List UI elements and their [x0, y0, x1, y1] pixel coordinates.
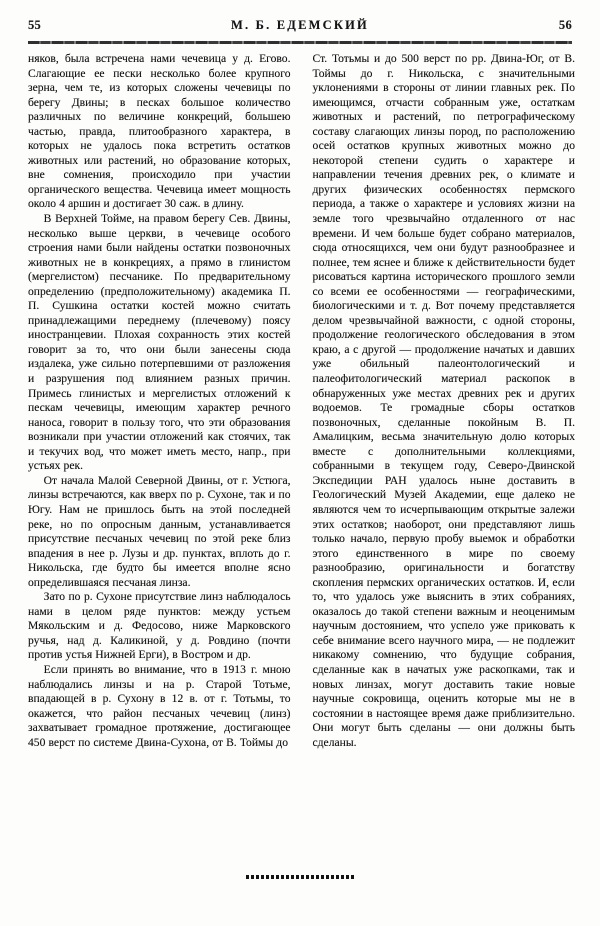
left-column: [28, 52, 291, 831]
paragraph: От начала Малой Северной Двины, от г. Устюга, линзы встречаются, как вверх по р. Сухоне, так и по Югу. Нам не пришлось быть на этой последней реке, но по опросным данным, устанавливается присутствие песчаных чечевиц по этой реке близ впадения в нее р. Лузы и др. пунктах, вплоть до г. Никольска, где будто бы имеется вполне ясно определившаяся песчаная линза.: [28, 473, 291, 589]
paragraph: няков, была встречена нами чечевица у д. Егово. Слагающие ее пески несколько более крупного зерна, чем те, из которых сложены чечевицы по берегу Двины; в песках большое количество различных по величине конкреций, большею частью, правда, плитообразного характера, в которых не удалось пока встретить остатков животных или растений, но образование которых, вне сомнения, происходило при участии органического вещества. Чечевица имеет мощность около 4 аршин и достигает 30 саж. в длину.: [28, 52, 291, 211]
dotted-rule-ornament: [246, 875, 354, 879]
right-column: [313, 52, 576, 831]
folio-left: 55: [28, 18, 42, 32]
folio-right: 56: [558, 18, 572, 32]
body-columns: [28, 52, 575, 831]
paragraph: Ст. Тотьмы и до 500 верст по рр. Двина-Юг, от В. Тоймы до г. Никольска, с значительными уклонениями в стороны от линии главных рек. По имеющимся, отчасти собранным уже, остаткам животных и растений, по петрографическому составу слагающих линзы пород, по расположению осей остатков крупных животных можно до некоторой степени судить о характере и направлении течения древних рек, о климате и других физических особенностях пермского периода, а также о характере и условиях жизни на земле того чрезвычайно отдаленного от нас времени. И чем больше будет собрано материалов, сюда относящихся, чем они будут разнообразнее и полнее, тем яснее и ближе к действительности будет рисоваться картина исторического прошлого земли со всеми ее особенностями — географическими, биологическими и т. д. Вот почему представляется делом чрезвычайной важности, с одной стороны, продолжение геологического обследования в этом краю, а с другой — продолжение начатых и давших уже обильный палеонтологический и палеофитологический материал раскопок в обнаруженных уже местах древних рек и других водоемов. Те громадные сборы остатков позвоночных, сделанные покойным В. П. Амалицким, весьма значительную долю которых вместе с дополнительными коллекциями, собранными в текущем году, Северо-Двинской Экспедиции РАН удалось ныне доставить в Геологический Музей Академии, еще далеко не являются чем то исчерпывающим открытые залежи этих остатков; наоборот, они представляют лишь только начало, первую пробу выемок и обработки этого единственного в мире по своему разнообразию, оригинальности и богатству скопления пермских органических остатков. И, если то, что удалось уже выяснить в этих собраниях, оказалось до такой степени важным и неоценимым научным достоянием, что успело уже приковать к себе внимание всего научного мира, — не подлежит никакому сомнению, что будущие собрания, сделанные как в начатых уже раскопками, так и новых линзах, могут доставить такие новые научные сокровища, оценить которые мы не в состоянии в настоящее время даже приблизительно. Они могут быть сделаны — они должны быть сделаны.: [312, 52, 575, 749]
tail-ornament: [0, 875, 600, 879]
paragraph: Если принять во внимание, что в 1913 г. мною наблюдались линзы и на р. Старой Тотьме, впадающей в р. Сухону в 12 в. от г. Тотьмы, то окажется, что район песчаных чечевиц (линз) захватывает громадное протяжение, достигающее 450 верст по системе Двина-Сухона, от В. Тоймы до: [28, 662, 291, 749]
paragraph: В Верхней Тойме, на правом берегу Сев. Двины, несколько выше церкви, в чечевице особого строения нами были найдены остатки позвоночных животных не в конкрециях, а прямо в глинистом (мергелистом) песчанике. По предварительному определению (предположительному) академика П. П. Сушкина остатки костей можно считать принадлежащими переднему (плечевому) поясу иностранцевии. Плохая сохранность этих костей говорит за то, что они были занесены сюда издалека, уже сильно потерпевшими от разложения и разрушения под влиянием разных причин. Примесь глинистых и мергелистых отложений к пескам чечевицы, имеющим характер речного наноса, говорит в пользу того, что эти образования возникали при участии отложений как стоячих, так и текучих вод, что может иметь место, напр., при устьях рек.: [28, 212, 291, 473]
header-rule: [28, 41, 572, 44]
page-title: М. Б. ЕДЕМСКИЙ: [231, 18, 369, 32]
paragraph: Зато по р. Сухоне присутствие линз наблюдалось нами в целом ряде пунктов: между устьем Мякольским и д. Федосово, ниже Марковского ручья, над д. Каликиной, у д. Ровдино (почти против устья Нижней Ерги), в Востром и др.: [28, 590, 291, 662]
running-head: [28, 18, 572, 42]
